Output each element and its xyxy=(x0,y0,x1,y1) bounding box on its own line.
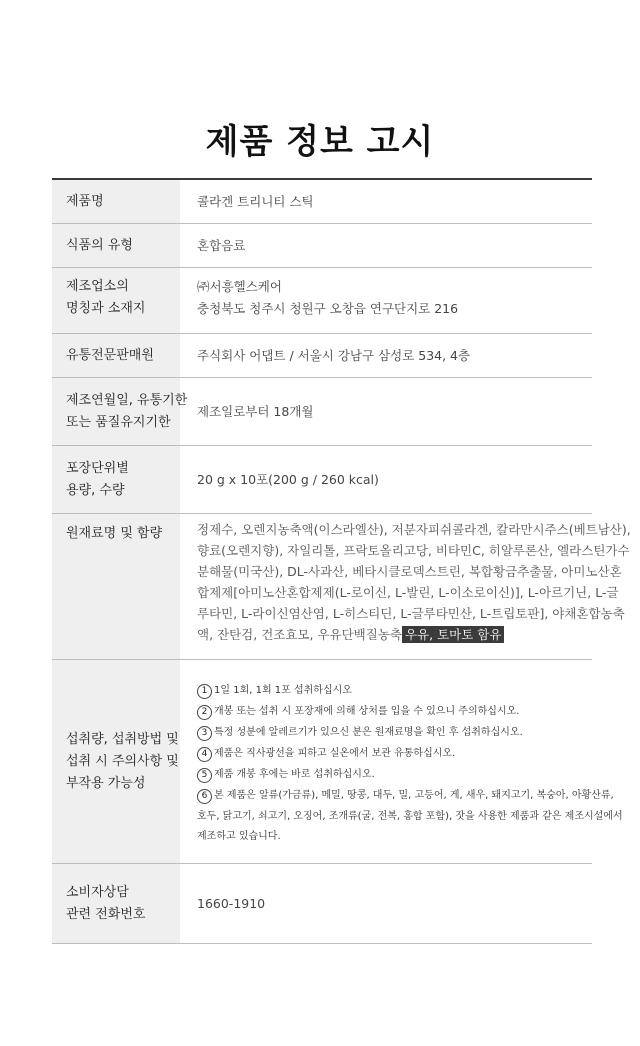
label-line: 제조연월일, 유통기한 xyxy=(66,392,188,408)
row-label xyxy=(52,268,180,333)
row-label: 유통전문판매원 xyxy=(52,334,180,377)
row-value xyxy=(180,660,629,863)
label-line: 관련 전화번호 xyxy=(66,906,146,922)
ingredient-line: 루타민, L-라이신염산염, L-히스티딘, L-글루타민산, L-트립토판], 야채혼합농축 xyxy=(197,606,625,621)
label-line: 제조업소의 xyxy=(66,279,129,294)
label-line: 명칭과 소재지 xyxy=(66,301,146,316)
row-label xyxy=(52,864,180,943)
caution-item xyxy=(197,786,623,807)
caution-text: 특정 성분에 알레르기가 있으신 분은 원재료명을 확인 후 섭취하십시오. xyxy=(214,727,523,738)
circled-number-icon: 5 xyxy=(197,768,212,783)
label-line: 포장단위별 xyxy=(66,460,129,476)
ingredient-line: 합제제[아미노산혼합제제(L-로이신, L-발린, L-이소로이신)], L-아르기닌, L-글 xyxy=(197,585,619,600)
row-intake-caution xyxy=(52,660,623,864)
row-label xyxy=(52,660,180,863)
label-line: 부작용 가능성 xyxy=(66,775,146,791)
caution-item xyxy=(197,681,623,702)
label-line: 섭취 시 주의사항 및 xyxy=(66,753,179,769)
caution-continuation: 제조하고 있습니다. xyxy=(197,831,281,842)
ingredient-line: 향료(오렌지향), 자일리톨, 프락토올리고당, 비타민C, 히알루론산, 엘라스틴가수 xyxy=(197,543,630,558)
circled-number-icon: 3 xyxy=(197,726,212,741)
row-value: 주식회사 어댑트 / 서울시 강남구 삼성로 534, 4층 xyxy=(197,347,471,363)
row-value: 제조일로부터 18개월 xyxy=(197,403,314,419)
row-manufacturer xyxy=(52,268,592,334)
row-value: 콜라겐 트리니티 스틱 xyxy=(197,193,314,209)
row-expiration xyxy=(52,378,592,446)
circled-number-icon: 2 xyxy=(197,705,212,720)
row-product-name xyxy=(52,180,592,224)
caution-text: 개봉 또는 섭취 시 포장재에 의해 상처를 입을 수 있으니 주의하십시오. xyxy=(214,706,520,717)
label-line: 섭취량, 섭취방법 및 xyxy=(66,731,179,747)
ingredient-line: 정제수, 오렌지농축액(이스라엘산), 저분자피쉬콜라겐, 칼라만시주스(베트남산), xyxy=(197,522,631,537)
value-line: 충청북도 청주시 청원구 오창읍 연구단지로 216 xyxy=(197,301,459,316)
row-label: 원재료명 및 함량 xyxy=(52,514,180,659)
label-line: 용량, 수량 xyxy=(66,482,125,498)
caution-item xyxy=(197,744,623,765)
value-line: ㈜서흥헬스케어 xyxy=(197,279,282,294)
row-label xyxy=(52,446,180,513)
row-label xyxy=(52,378,188,445)
row-value: 혼합음료 xyxy=(197,237,246,253)
caution-item xyxy=(197,702,623,723)
ingredient-text: 액, 잔탄검, 건조효모, 우유단백질농축 xyxy=(197,627,402,642)
row-distributor xyxy=(52,334,592,378)
caution-text: 제품은 직사광선을 피하고 실온에서 보관 유통하십시오. xyxy=(214,748,456,759)
row-label: 식품의 유형 xyxy=(52,224,180,267)
caution-text: 본 제품은 알류(가금류), 메밀, 땅콩, 대두, 밀, 고등어, 게, 새우, 돼지고기, 복숭아, 아황산류, xyxy=(214,790,614,801)
caution-item xyxy=(197,723,623,744)
row-ingredients xyxy=(52,514,631,660)
row-value xyxy=(180,268,592,333)
row-consumer-phone xyxy=(52,864,592,944)
circled-number-icon: 6 xyxy=(197,789,212,804)
ingredient-line: 분해물(미국산), DL-사과산, 베타시클로덱스트린, 복합황금추출물, 아미노산혼 xyxy=(197,564,622,579)
row-value xyxy=(180,514,637,659)
circled-number-icon: 1 xyxy=(197,684,212,699)
product-info-table xyxy=(52,178,631,944)
caution-continuation: 호두, 닭고기, 쇠고기, 오징어, 조개류(굴, 전복, 홍합 포함), 잣을 사용한 제품과 같은 제조시설에서 xyxy=(197,811,623,822)
row-label: 제품명 xyxy=(52,180,180,223)
circled-number-icon: 4 xyxy=(197,747,212,762)
row-value: 1660-1910 xyxy=(197,895,266,911)
ingredient-line xyxy=(197,624,631,645)
allergy-highlight: 우유, 토마토 함유 xyxy=(402,626,504,643)
caution-item xyxy=(197,765,623,786)
page-title: 제품 정보 고시 xyxy=(205,122,435,162)
label-line: 소비자상담 xyxy=(66,884,129,900)
caution-text: 제품 개봉 후에는 바로 섭취하십시오. xyxy=(214,769,375,780)
row-package xyxy=(52,446,592,514)
label-line: 또는 품질유지기한 xyxy=(66,414,171,430)
caution-text: 1일 1회, 1회 1포 섭취하십시오 xyxy=(214,685,352,696)
row-value: 20 g x 10포(200 g / 260 kcal) xyxy=(197,471,379,487)
row-food-type xyxy=(52,224,592,268)
